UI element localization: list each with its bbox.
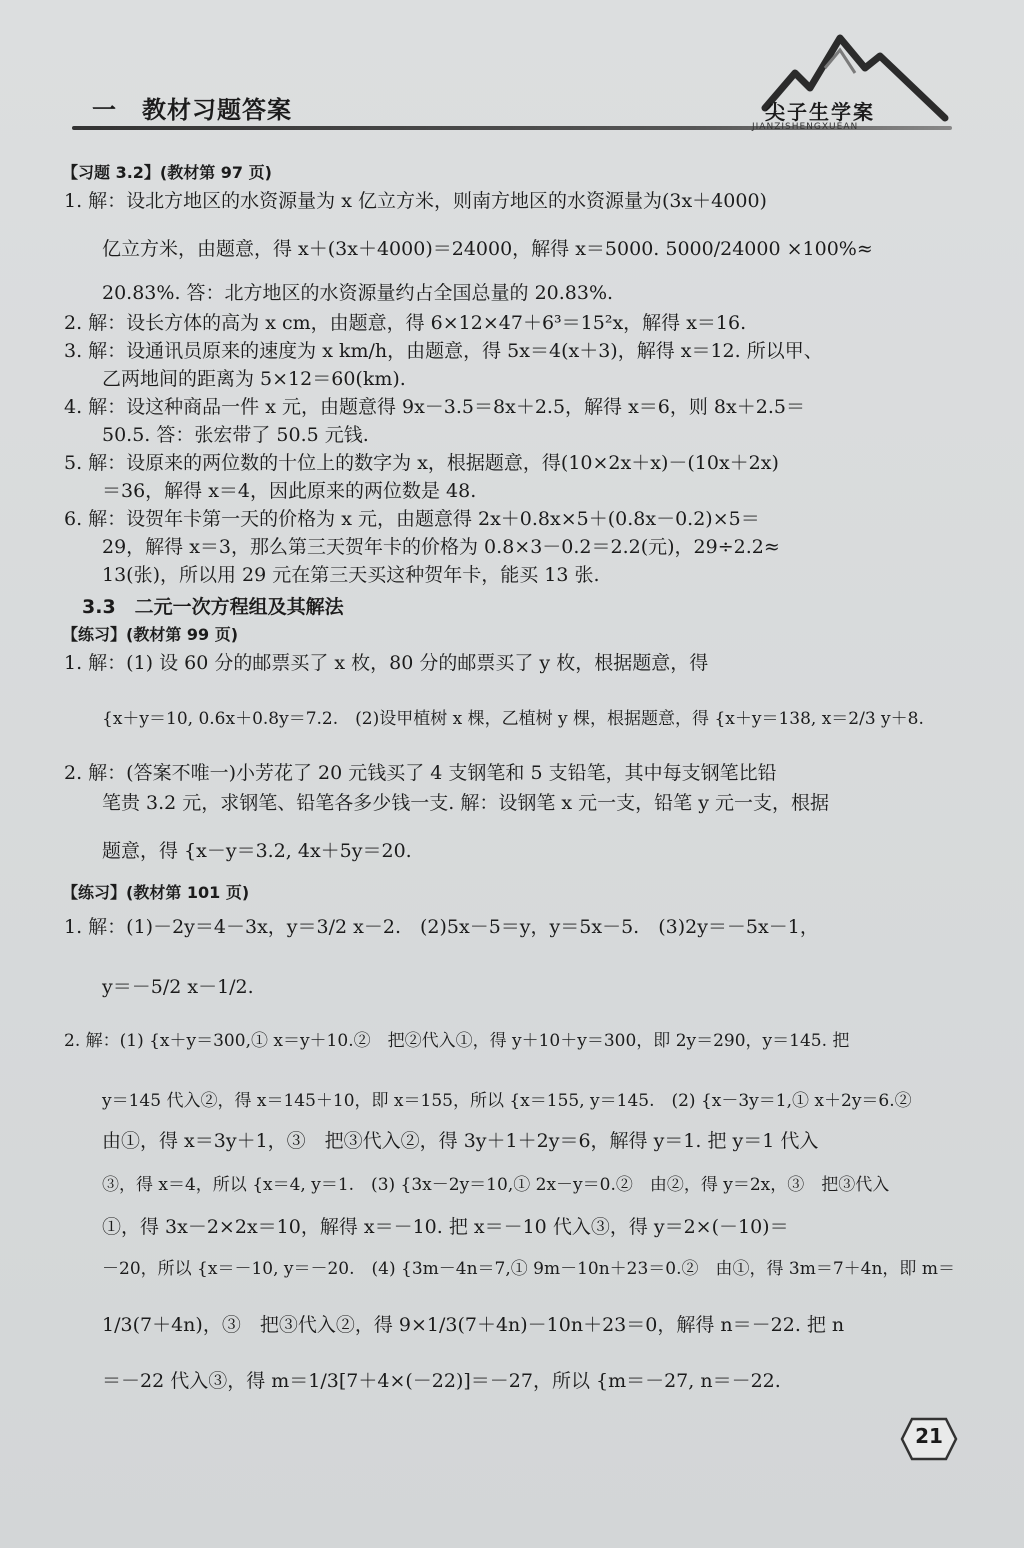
text-line: 6. 解：设贺年卡第一天的价格为 x 元，由题意得 2x＋0.8x×5＋(0.8x－0.2)×5＝	[64, 508, 760, 530]
text-line: ③，得 x＝4，所以 {x＝4, y＝1. (3) {3x－2y＝10,① 2x－y＝0.② 由②，得 y＝2x，③ 把③代入	[102, 1175, 890, 1195]
text-line: ①，得 3x－2×2x＝10，解得 x＝－10. 把 x＝－10 代入③，得 y＝2×(－10)＝	[102, 1216, 789, 1238]
text-line: y＝－5/2 x－1/2.	[102, 976, 254, 998]
text-line: 20.83%. 答：北方地区的水资源量约占全国总量的 20.83%.	[102, 282, 614, 304]
text-line: 1. 解：(1) 设 60 分的邮票买了 x 枚，80 分的邮票买了 y 枚，根据题意，得	[64, 652, 709, 674]
logo-subtitle: JIANZISHENGXUEAN	[752, 122, 859, 132]
exercise-heading: 【习题 3.2】(教材第 97 页)	[62, 163, 272, 182]
logo-text: 尖子生学案	[765, 100, 875, 124]
text-line: 笔贵 3.2 元，求钢笔、铅笔各多少钱一支. 解：设钢笔 x 元一支，铅笔 y 元一支，根据	[102, 792, 829, 814]
text-line: 1. 解：设北方地区的水资源量为 x 亿立方米，则南方地区的水资源量为(3x＋4000)	[64, 190, 767, 212]
text-line: y＝145 代入②，得 x＝145＋10，即 x＝155，所以 {x＝155, y＝145. (2) {x－3y＝1,① x＋2y＝6.②	[102, 1091, 912, 1111]
text-line: －20，所以 {x＝－10, y＝－20. (4) {3m－4n＝7,① 9m－10n＋23＝0.② 由①，得 3m＝7＋4n，即 m＝	[102, 1259, 955, 1279]
text-line: 由①，得 x＝3y＋1，③ 把③代入②，得 3y＋1＋2y＝6，解得 y＝1. 把 y＝1 代入	[102, 1130, 819, 1152]
text-line: 29，解得 x＝3，那么第三天贺年卡的价格为 0.8×3－0.2＝2.2(元)，29÷2.2≈	[102, 536, 780, 558]
exercise-heading: 【练习】(教材第 99 页)	[62, 625, 239, 644]
text-line: {x＋y＝10, 0.6x＋0.8y＝7.2. (2)设甲植树 x 棵，乙植树 y 棵，根据题意，得 {x＋y＝138, x＝2/3 y＋8.	[102, 709, 924, 729]
text-line: ＝36，解得 x＝4，因此原来的两位数是 48.	[102, 480, 477, 502]
text-line: 4. 解：设这种商品一件 x 元，由题意得 9x－3.5＝8x＋2.5，解得 x＝6，则 8x＋2.5＝	[64, 396, 805, 418]
section-heading: 3.3 二元一次方程组及其解法	[82, 596, 344, 618]
text-line: ＝－22 代入③，得 m＝1/3[7＋4×(－22)]＝－27，所以 {m＝－27, n＝－22.	[102, 1370, 781, 1392]
text-line: 3. 解：设通讯员原来的速度为 x km/h，由题意，得 5x＝4(x＋3)，解得 x＝12. 所以甲、	[64, 340, 823, 362]
text-line: 亿立方米，由题意，得 x＋(3x＋4000)＝24000，解得 x＝5000. 5000/24000 ×100%≈	[102, 238, 873, 260]
text-line: 2. 解：设长方体的高为 x cm，由题意，得 6×12×47＋6³＝15²x，解得 x＝16.	[64, 312, 747, 334]
text-line: 1. 解：(1)－2y＝4－3x，y＝3/2 x－2. (2)5x－5＝y，y＝5x－5. (3)2y＝－5x－1，	[64, 916, 819, 938]
text-line: 题意，得 {x－y＝3.2, 4x＋5y＝20.	[102, 840, 412, 862]
text-line: 5. 解：设原来的两位数的十位上的数字为 x，根据题意，得(10×2x＋x)－(10x＋2x)	[64, 452, 779, 474]
text-line: 乙两地间的距离为 5×12＝60(km).	[102, 368, 406, 390]
section-title: 一 教材习题答案	[92, 96, 292, 124]
page-number: 21	[915, 1424, 943, 1448]
text-line: 2. 解：(1) {x＋y＝300,① x＝y＋10.② 把②代入①，得 y＋10＋y＝300，即 2y＝290，y＝145. 把	[64, 1031, 850, 1051]
text-line: 2. 解：(答案不唯一)小芳花了 20 元钱买了 4 支钢笔和 5 支铅笔，其中每支钢笔比铅	[64, 762, 777, 784]
text-line: 1/3(7＋4n)，③ 把③代入②，得 9×1/3(7＋4n)－10n＋23＝0，解得 n＝－22. 把 n	[102, 1314, 845, 1336]
exercise-heading: 【练习】(教材第 101 页)	[62, 883, 250, 902]
text-line: 50.5. 答：张宏带了 50.5 元钱.	[102, 424, 369, 446]
text-line: 13(张)，所以用 29 元在第三天买这种贺年卡，能买 13 张.	[102, 564, 600, 586]
